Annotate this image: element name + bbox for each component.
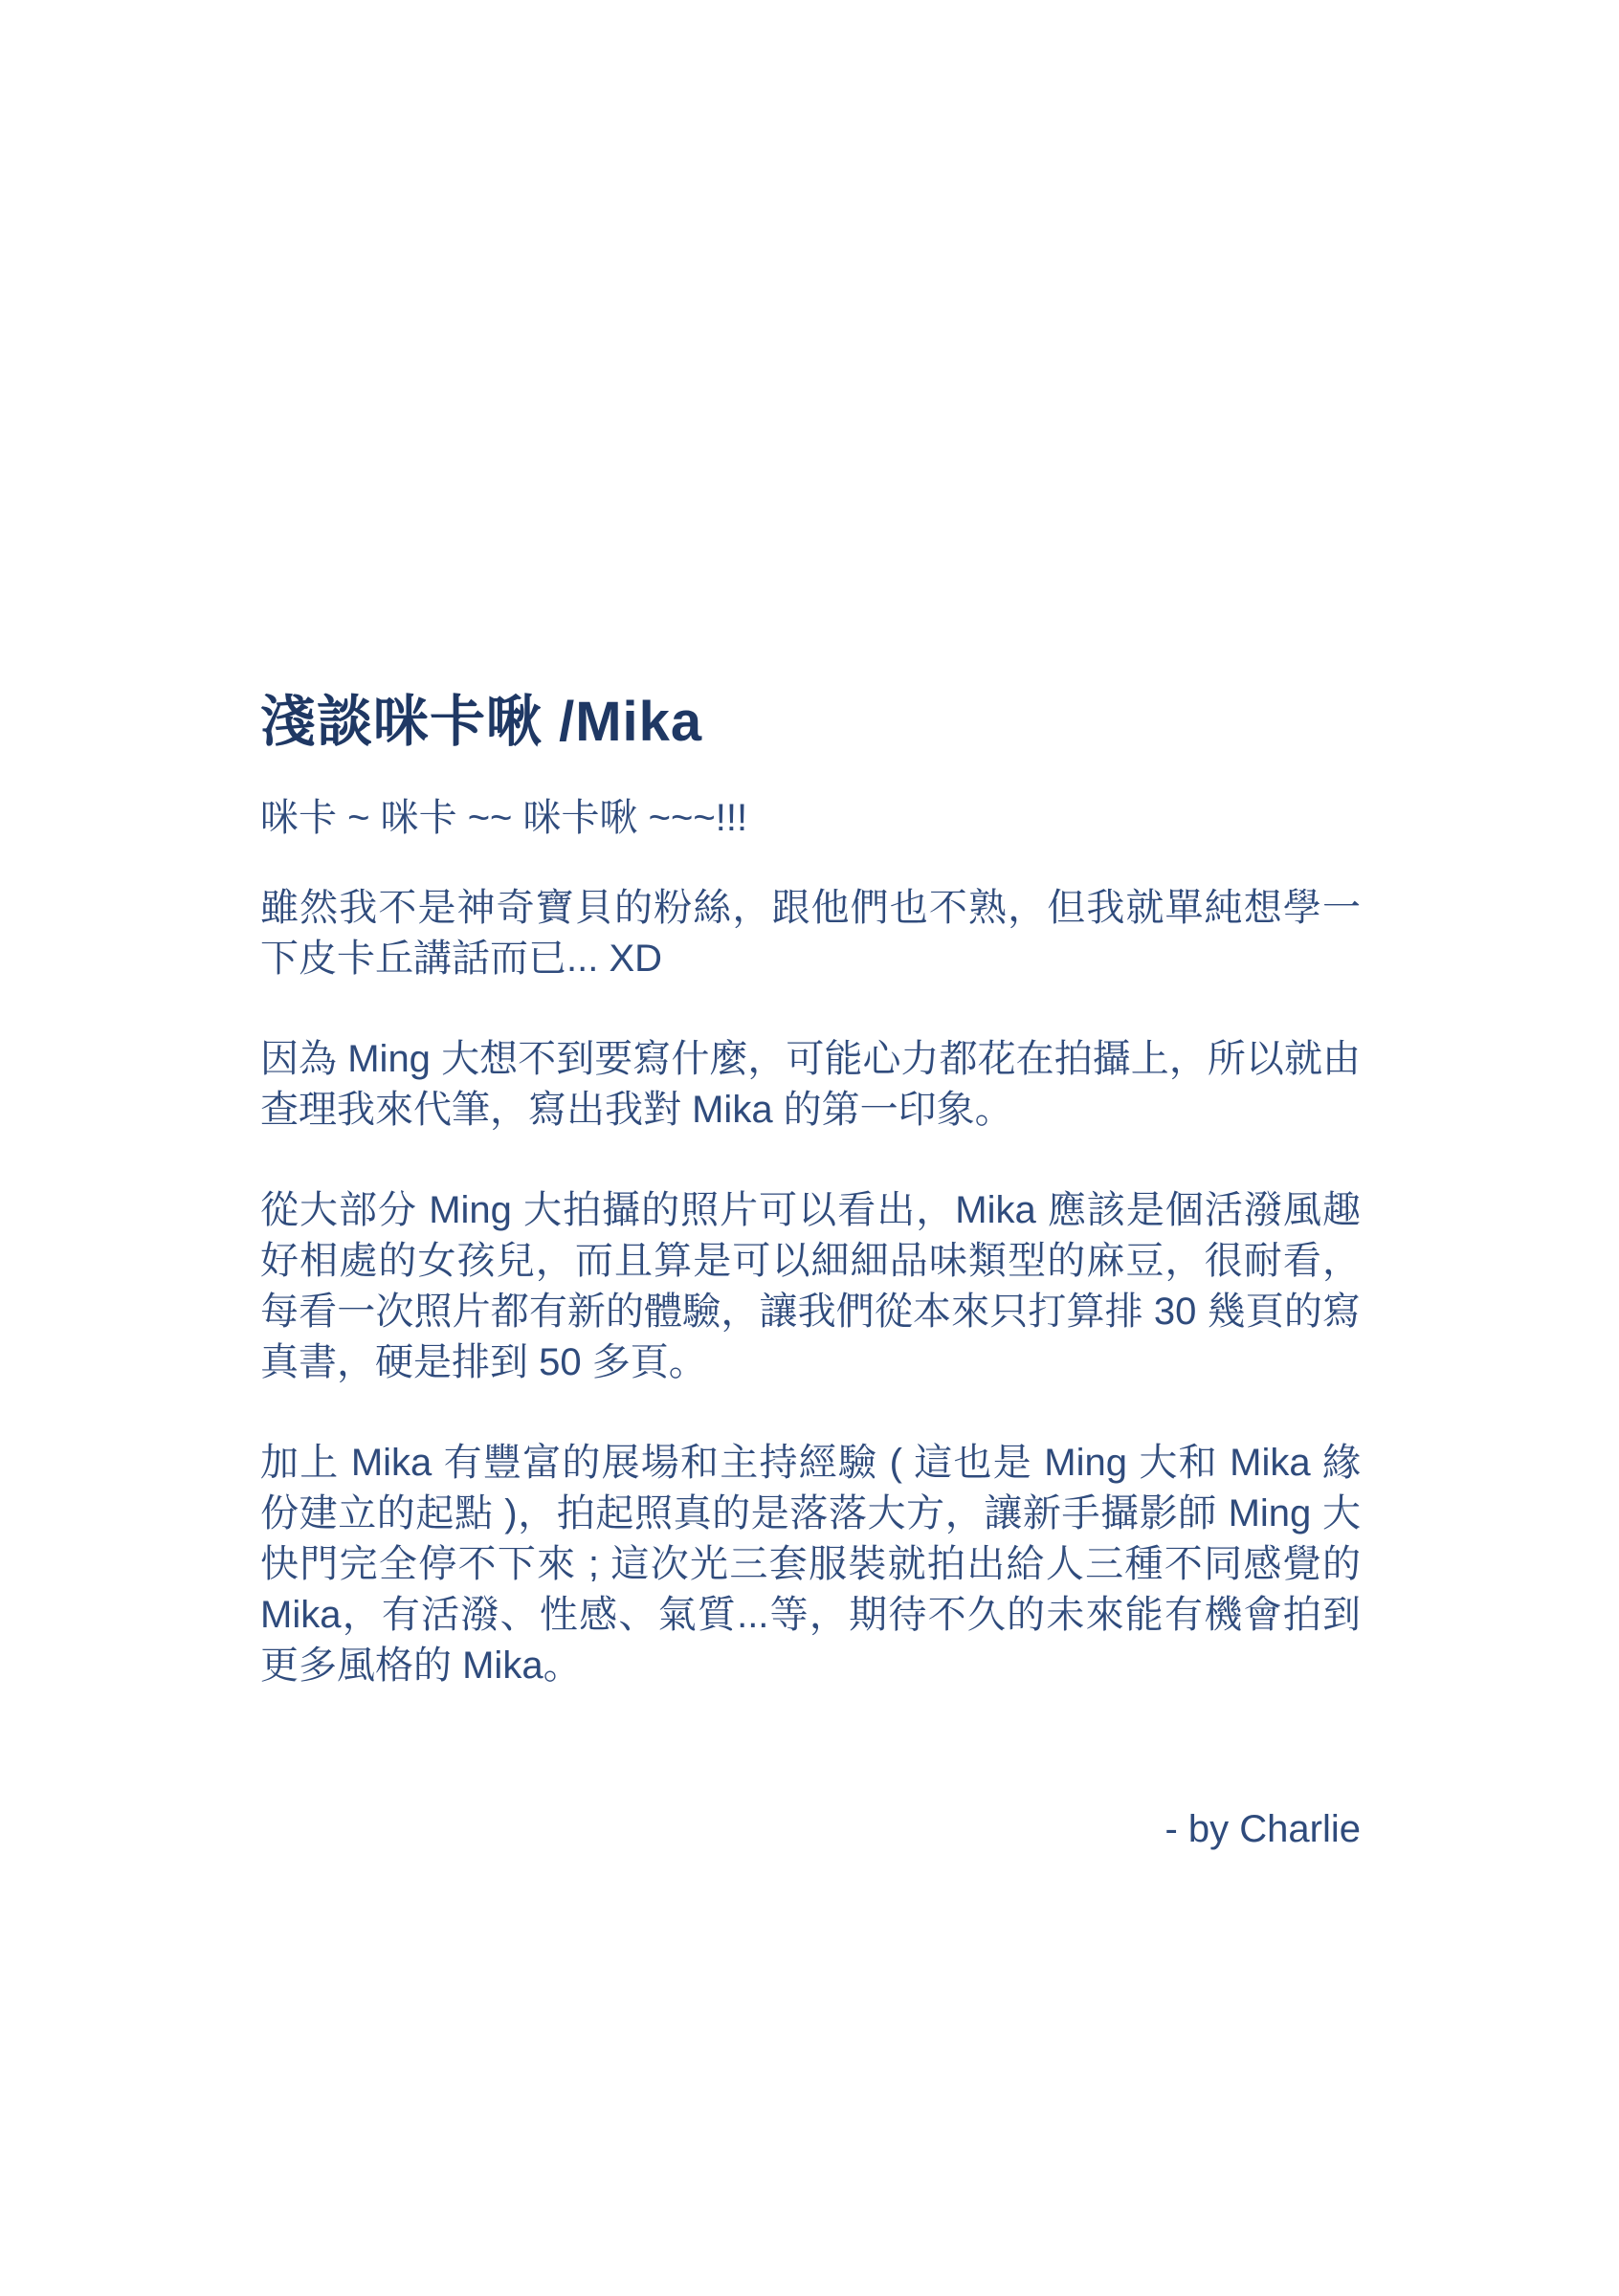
paragraph-1: 雖然我不是神奇寶貝的粉絲，跟他們也不熟，但我就單純想學一下皮卡丘講話而已... XD: [260, 887, 1361, 980]
intro-line: 咪卡 ~ 咪卡 ~~ 咪卡啾 ~~~!!!: [260, 797, 748, 839]
paragraph-2: 因為 Ming 大想不到要寫什麼，可能心力都花在拍攝上，所以就由查理我來代筆，寫出我對 Mika 的第一印象。: [260, 1038, 1361, 1131]
article-content: [260, 691, 1361, 1855]
paragraph-3: 從大部分 Ming 大拍攝的照片可以看出，Mika 應該是個活潑風趣好相處的女孩兒，而且算是可以細細品味類型的麻豆，很耐看，每看一次照片都有新的體驗，讓我們從本來只打算排 30 幾頁的寫真書，硬是排到 50 多頁。: [260, 1189, 1361, 1383]
author-signature: - by Charlie: [1164, 1808, 1361, 1850]
paragraph-4: 加上 Mika 有豐富的展場和主持經驗 ( 這也是 Ming 大和 Mika 緣份建立的起點 )，拍起照真的是落落大方，讓新手攝影師 Ming 大快門完全停不下來 ; 這次光三套服裝就拍出給人三種不同感覺的 Mika，有活潑、性感、氣質...等，期待不久的未來能有機會拍到更多風格的 Mika。: [260, 1442, 1361, 1687]
page-title: 淺談咪卡啾 /Mika: [260, 691, 703, 753]
